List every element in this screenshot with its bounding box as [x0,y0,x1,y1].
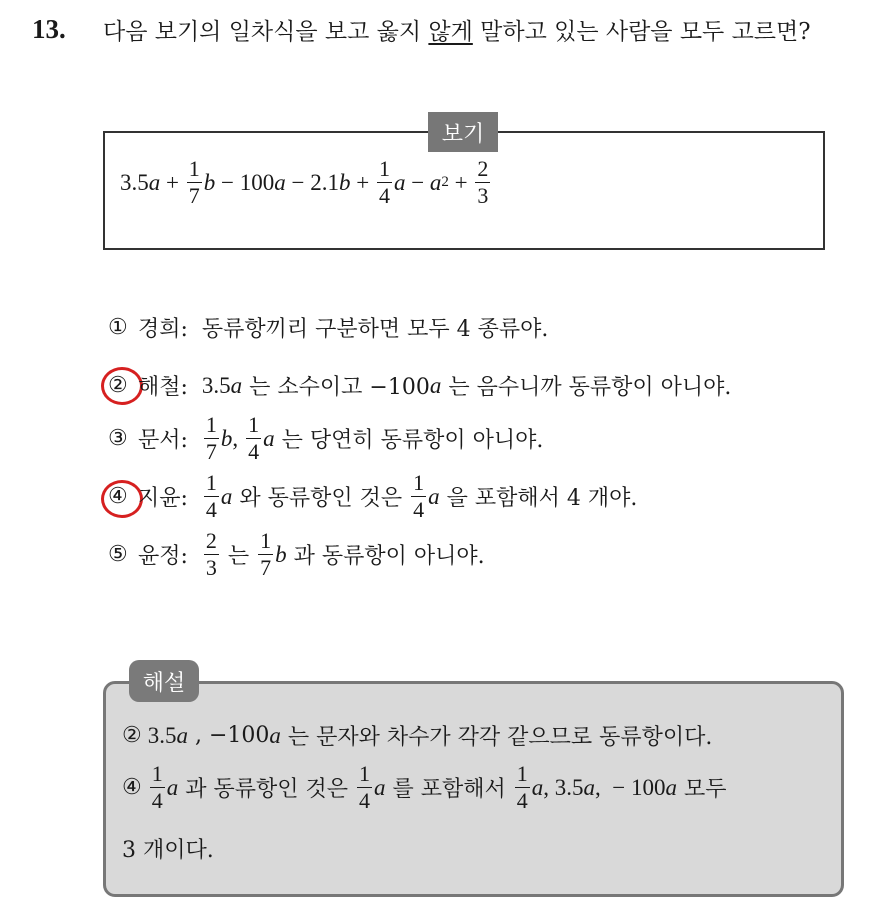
explanation-line-3: 3 개이다. [122,838,214,863]
fraction: $\frac{2}{3}$ [477,156,489,208]
fraction: $\frac{1}{4}$ [151,761,163,813]
fraction: $\frac{1}{4}$ [413,470,425,522]
fraction: $\frac{1}{4}$ [205,470,217,522]
fraction: $\frac{1}{7}$ [205,412,217,464]
choice-1: ① 경희: 동류항끼리 구분하면 모두 4 종류야. [108,315,549,342]
bogi-label: 보기 [428,112,498,152]
explanation-line-1: ② 3.5 a , −100 a 는 문자와 차수가 각각 같으므로 동류항이다. [122,722,713,750]
fraction: $\frac{1}{4}$ [516,761,528,813]
choice-4: ④ 지윤: $\frac{1}{4}$ a 와 동류항인 것은 $\frac{1}{4}$ a 을 포함해서 4 개야. [108,470,638,522]
fraction: $\frac{2}{3}$ [205,528,217,580]
fraction: $\frac{1}{4}$ [378,156,390,208]
bogi-expression: 3.5 a + $\frac{1}{7}$ b − 100 a − 2.1 b + $\frac{1}{4}$ a − a 2 + $\frac{2}{3}$ [120,156,489,208]
question-number: 13. [32,14,66,44]
choice-5: ⑤ 윤정: $\frac{2}{3}$ 는 $\frac{1}{7}$ b 과 동류항이 아니야. [108,528,485,580]
fraction: $\frac{1}{7}$ [260,528,272,580]
choice-2: ② 해철: 3.5 a 는 소수이고 −100 a 는 음수니까 동류항이 아니야. [108,372,732,400]
explanation-line-2: ④ $\frac{1}{4}$ a 과 동류항인 것은 $\frac{1}{4}$ a 를 포함해서 $\frac{1}{4}$ a , 3.5 a , − 100 a 모두 [122,761,727,813]
underlined-word: 않게 [428,19,473,45]
fraction: $\frac{1}{7}$ [188,156,200,208]
explanation-label: 해설 [129,660,199,702]
question-text: 다음 보기의 일차식을 보고 옳지 않게 말하고 있는 사람을 모두 고르면? [103,19,811,45]
choice-3: ③ 문서: $\frac{1}{7}$ b , $\frac{1}{4}$ a 는 당연히 동류항이 아니야. [108,412,544,464]
fraction: $\frac{1}{4}$ [248,412,260,464]
fraction: $\frac{1}{4}$ [358,761,370,813]
